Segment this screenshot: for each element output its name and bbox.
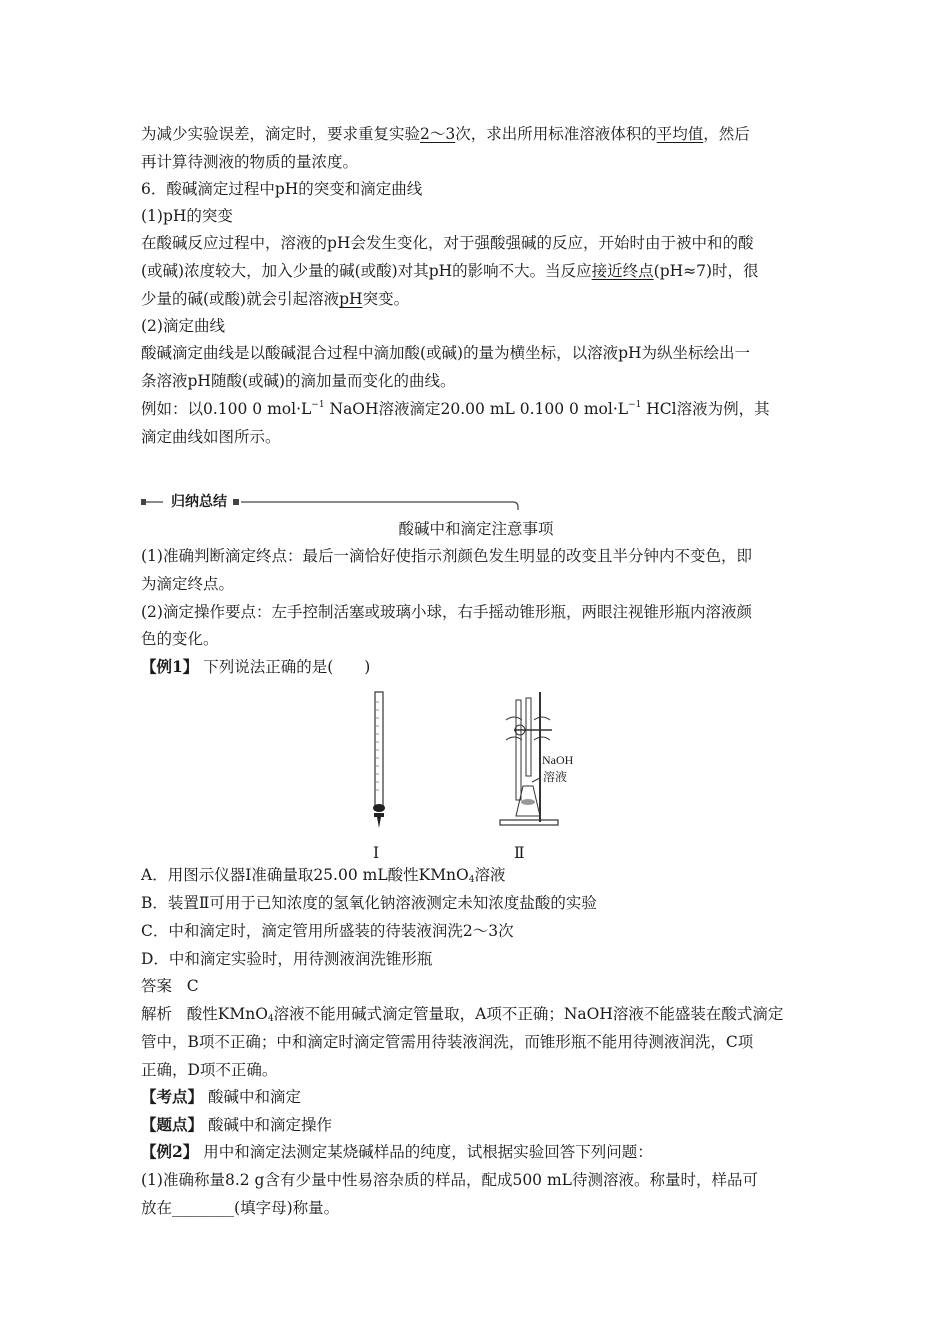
underlined-text: 接近终点: [591, 262, 654, 280]
option-b: B．装置Ⅱ可用于已知浓度的氢氧化钠溶液测定未知浓度盐酸的实验: [141, 894, 597, 912]
analysis-line: 正确，D项不正确。: [141, 1061, 278, 1079]
analysis-line: 管中，B项不正确；中和滴定时滴定管需用待装液润洗，而锥形瓶不能用待测液润洗，C项: [141, 1033, 754, 1051]
answer-blank[interactable]: ________: [172, 1199, 235, 1217]
paragraph-line: 再计算待测液的物质的量浓度。: [141, 153, 359, 171]
figure-label-2: Ⅱ: [514, 844, 525, 862]
answer: 答案 C: [141, 977, 199, 995]
paragraph-line: 放在________(填字母)称量。: [141, 1199, 340, 1217]
option-d: D．中和滴定实验时，用待测液润洗锥形瓶: [141, 950, 433, 968]
naoh-label: NaOH: [542, 753, 574, 767]
summary-item: 为滴定终点。: [141, 575, 235, 593]
figure-label-1: Ⅰ: [373, 844, 380, 862]
topic-point: 【考点】 酸碱中和滴定: [141, 1087, 301, 1106]
section-heading: 6．酸碱滴定过程中pH的突变和滴定曲线: [141, 180, 423, 198]
example-question: 【例1】 下列说法正确的是( ): [141, 657, 371, 676]
summary-label: 归纳总结: [167, 494, 231, 510]
subheading: (2)滴定曲线: [141, 317, 225, 335]
paragraph-line: 酸碱滴定曲线是以酸碱混合过程中滴加酸(或碱)的量为横坐标，以溶液pH为纵坐标绘出一: [141, 344, 751, 362]
example-tag: 【例2】: [141, 1142, 199, 1161]
underlined-text: 2～3: [420, 125, 456, 143]
analysis-line: 解析 酸性KMnO$_4$溶液不能用碱式滴定管量取，A项不正确；NaOH溶液不能盛装在酸式滴定: [141, 1005, 784, 1024]
underlined-text: pH: [339, 290, 363, 308]
burette-figure: [364, 690, 394, 830]
question-point: 【题点】 酸碱中和滴定操作: [141, 1115, 332, 1134]
summary-item: (2)滴定操作要点：左手控制活塞或玻璃小球，右手摇动锥形瓶，两眼注视锥形瓶内溶液颜: [141, 603, 752, 621]
option-c: C．中和滴定时，滴定管用所盛装的待装液润洗2～3次: [141, 922, 514, 940]
example-question: 【例2】 用中和滴定法测定某烧碱样品的纯度，试根据实验回答下列问题：: [141, 1142, 653, 1161]
option-a: A．用图示仪器Ⅰ准确量取25.00 mL酸性KMnO$_4$溶液: [141, 866, 506, 885]
summary-title: 酸碱中和滴定注意事项: [398, 520, 554, 538]
paragraph-line: 为减少实验误差，滴定时，要求重复实验2～3次，求出所用标准溶液体积的平均值，然后: [141, 125, 750, 143]
paragraph-line: (或碱)浓度较大，加入少量的碱(或酸)对其pH的影响不大。当反应接近终点(pH≈7)时，很: [141, 262, 759, 280]
subheading: (1)pH的突变: [141, 207, 233, 225]
summary-item: 色的变化。: [141, 630, 219, 648]
example-tag: 【例1】: [141, 657, 199, 676]
paragraph-line: (1)准确称量8.2 g含有少量中性易溶杂质的样品，配成500 mL待测溶液。称量时，样品可: [141, 1171, 758, 1189]
underlined-text: 平均值: [656, 125, 704, 143]
paragraph-line: 滴定曲线如图所示。: [141, 428, 281, 446]
paragraph-line: 条溶液pH随酸(或碱)的滴加量而变化的曲线。: [141, 372, 456, 390]
solution-label: 溶液: [543, 770, 568, 784]
summary-item: (1)准确判断滴定终点：最后一滴恰好使指示剂颜色发生明显的改变且半分钟内不变色，即: [141, 547, 752, 565]
paragraph-line: 例如：以0.100 0 $mol\cdot L^{-1}$ NaOH溶液滴定20.00 mL 0.100 0 $mol\cdot L^{-1}$ HCl溶液为例，其: [141, 400, 770, 418]
paragraph-line: 在酸碱反应过程中，溶液的pH会发生变化，对于强酸强碱的反应，开始时由于被中和的酸: [141, 234, 754, 252]
paragraph-line: 少量的碱(或酸)就会引起溶液pH突变。: [141, 290, 410, 308]
